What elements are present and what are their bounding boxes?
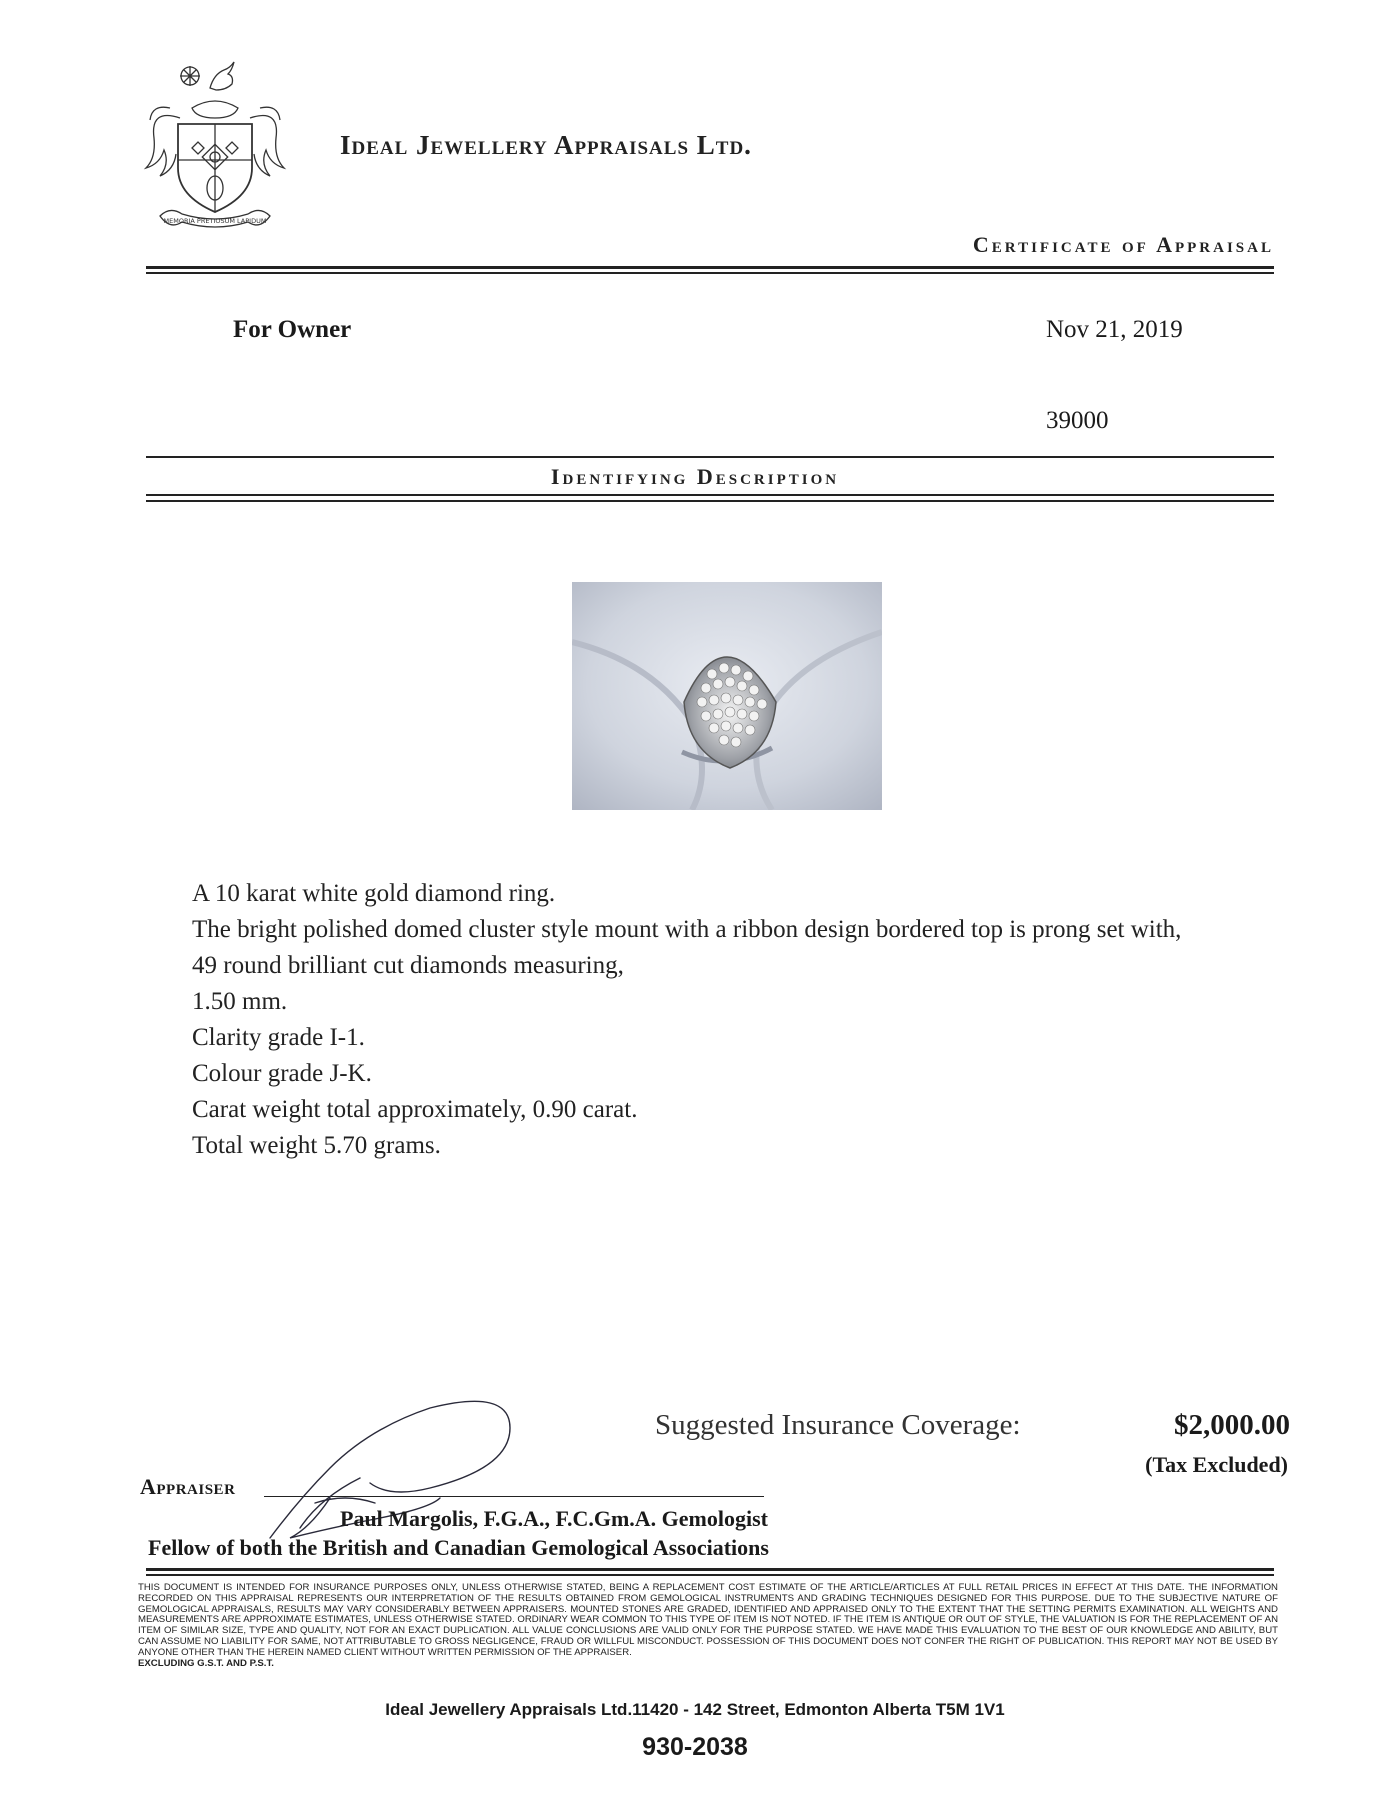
tax-exclusion-note: EXCLUDING G.S.T. AND P.S.T.: [138, 1657, 274, 1669]
section-rule-bottom: [146, 500, 1274, 502]
description-line: A 10 karat white gold diamond ring.: [192, 880, 556, 907]
certificate-title: Certificate of Appraisal: [972, 232, 1274, 257]
appraiser-label: Appraiser: [140, 1474, 236, 1499]
appraiser-affiliation: Fellow of both the British and Canadian Gemological Associations: [148, 1535, 769, 1560]
footer-address: Ideal Jewellery Appraisals Ltd.11420 - 142 Street, Edmonton Alberta T5M 1V1: [385, 1700, 1005, 1719]
coverage-value: $2,000.00: [1174, 1409, 1290, 1441]
disclaimer-body: THIS DOCUMENT IS INTENDED FOR INSURANCE PURPOSES ONLY, UNLESS OTHERWISE STATED, BEING A REPLACEMENT COST ESTIMATE OF THE ARTICLE/ARTICLES AT FULL RETAIL PRICES IN EFFECT AT THIS DATE. THE INFORMATION RECORDED ON THIS APPRAISAL REPRESENTS OUR INTERPRETATION OF THE RESULTS OBTAINED FROM GEMOLOGICAL INSTRUMENTS AND GRADING TECHNIQUES DESIGNED FOR THIS PURPOSE. DUE TO THE SUBJECTIVE NATURE OF GEMOLOGICAL APPRAISALS, RESULTS MAY VARY CONSIDERABLY BETWEEN APPRAISERS. MOUNTED STONES ARE GRADED, IDENTIFIED AND APPRAISED ONLY TO THE EXTENT THAT THE SETTING PERMITS EXAMINATION. ALL WEIGHTS AND MEASUREMENTS ARE APPROXIMATE ESTIMATES, UNLESS OTHERWISE STATED. ORDINARY WEAR COMMON TO THIS TYPE OF ITEM IS NOT NOTED. IF THE ITEM IS ANTIQUE OR OUT OF STYLE, THE VALUATION IS FOR THE REPLACEMENT OF AN ITEM OF SIMILAR SIZE, TYPE AND QUALITY, NOT FOR AN EXACT DUPLICATION. ALL VALUE CONCLUSIONS ARE VALID ONLY FOR THE PURPOSE STATED. WE HAVE MADE THIS EVALUATION TO THE BEST OF OUR KNOWLEDGE AND ABILITY, BUT CAN ASSUME NO LIABILITY FOR SAME, NOT ATTRIBUTABLE TO GROSS NEGLIGENCE, FRAUD OR WILLFUL MISCONDUCT. POSSESSION OF THIS DOCUMENT DOES NOT CONFER THE RIGHT OF PUBLICATION. THIS REPORT MAY NOT BE USED BY ANYONE OTHER THAN THE HEREIN NAMED CLIENT WITHOUT WRITTEN PERMISSION OF THE APPRAISER.: [138, 1582, 1278, 1658]
reference-number: 39000: [1046, 407, 1109, 434]
coverage-label: Suggested Insurance Coverage:: [655, 1409, 1021, 1441]
section-title: Identifying Description: [550, 464, 840, 489]
disclaimer-text: [138, 1583, 1278, 1669]
section-rule-top: [146, 456, 1274, 458]
company-crest-logo: [140, 48, 290, 238]
description-line: The bright polished domed cluster style mount with a ribbon design bordered top is prong set with,: [192, 916, 1182, 943]
header-rule-top: [146, 266, 1274, 269]
section-rule-mid: [146, 494, 1274, 496]
description-line: Carat weight total approximately, 0.90 carat.: [192, 1096, 638, 1123]
owner-field: For Owner: [233, 316, 352, 343]
appraisal-date: Nov 21, 2019: [1046, 316, 1183, 343]
description-line: Colour grade J-K.: [192, 1060, 372, 1087]
svg-text:MEMORIA PRETIOSUM LAPIDUM: MEMORIA PRETIOSUM LAPIDUM: [163, 217, 267, 225]
appraiser-name: Paul Margolis, F.G.A., F.C.Gm.A. Gemologist: [340, 1506, 768, 1531]
footer-phone: 930-2038: [642, 1733, 748, 1761]
company-name: Ideal Jewellery Appraisals Ltd.: [340, 130, 752, 160]
tax-note: (Tax Excluded): [1145, 1452, 1288, 1477]
description-line: Total weight 5.70 grams.: [192, 1132, 441, 1159]
description-line: 49 round brilliant cut diamonds measuring,: [192, 952, 624, 979]
ring-photo: [572, 582, 882, 810]
item-description: [192, 876, 1181, 1164]
fine-print-rule-bottom: [146, 1574, 1274, 1576]
header-rule-bottom: [146, 272, 1274, 274]
description-line: 1.50 mm.: [192, 988, 288, 1015]
description-line: Clarity grade I-1.: [192, 1024, 365, 1051]
fine-print-rule-top: [146, 1568, 1274, 1571]
